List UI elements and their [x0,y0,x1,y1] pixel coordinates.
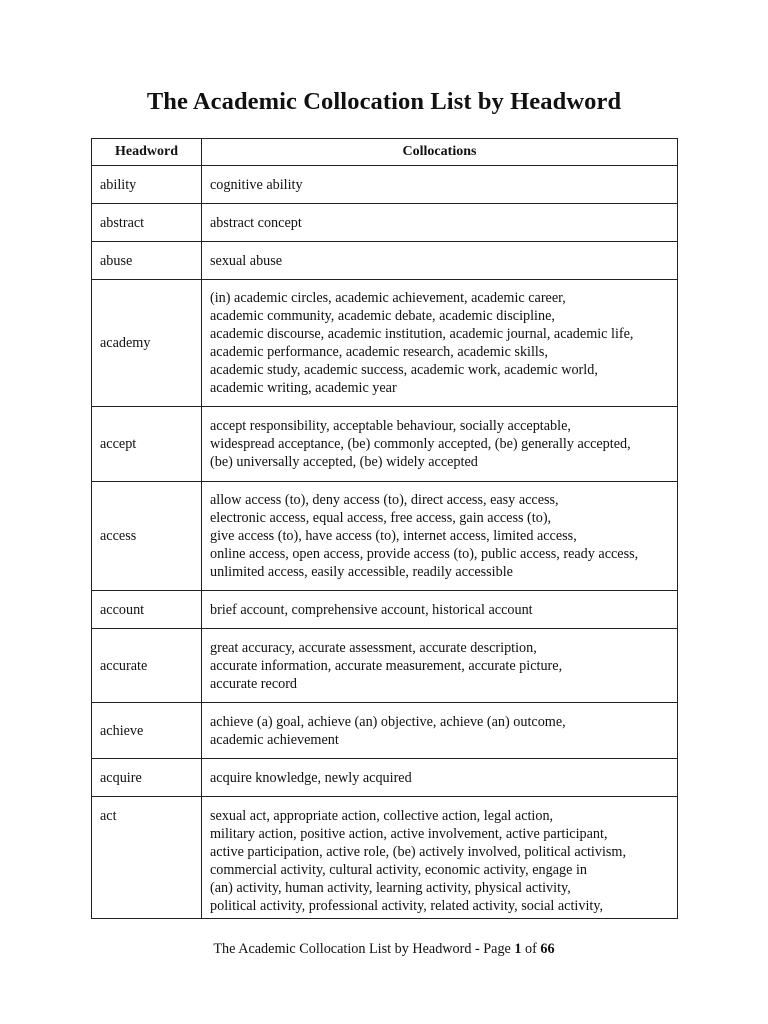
collocations-cell: allow access (to), deny access (to), direct access, easy access, electronic access, equal access, free access, gain access (to), give access (to), have access (to), internet access, limited access, online access, open access, provide access (to), public access, ready access, unlimited access, easily accessible, readily accessible [202,482,678,591]
footer-total-pages: 66 [540,941,555,957]
headword-cell: accurate [92,629,202,703]
collocations-cell: achieve (a) goal, achieve (an) objective, achieve (an) outcome, academic achievement [202,703,678,759]
headword-cell: ability [92,166,202,204]
headword-cell: abuse [92,242,202,280]
footer-of: of [521,941,541,957]
headword-cell: act [92,797,202,919]
column-header-headword: Headword [92,139,202,166]
table-row [92,703,678,759]
footer-text: The Academic Collocation List by Headword - Page [213,941,515,957]
collocations-cell: acquire knowledge, newly acquired [202,759,678,797]
page-title: The Academic Collocation List by Headword [146,88,622,115]
table-row [92,482,678,591]
table-row [92,759,678,797]
table-row [92,797,678,919]
table-row [92,629,678,703]
collocations-cell: abstract concept [202,204,678,242]
collocations-cell: (in) academic circles, academic achievement, academic career, academic community, academic debate, academic discipline, academic discourse, academic institution, academic journal, academic life, academic performance, academic research, academic skills, academic study, academic success, academic work, academic world, academic writing, academic year [202,280,678,407]
collocations-cell: accept responsibility, acceptable behaviour, socially acceptable, widespread acceptance, (be) commonly accepted, (be) generally accepted, (be) universally accepted, (be) widely accepted [202,407,678,482]
headword-cell: academy [92,280,202,407]
collocations-cell: sexual abuse [202,242,678,280]
table-row [92,280,678,407]
table-row [92,204,678,242]
table-row [92,242,678,280]
table-header-row [92,139,678,166]
headword-cell: acquire [92,759,202,797]
collocation-table [91,138,678,919]
table-row [92,591,678,629]
table-row [92,407,678,482]
headword-cell: accept [92,407,202,482]
collocations-cell: sexual act, appropriate action, collective action, legal action, military action, positive action, active involvement, active participant, active participation, active role, (be) actively involved, political activism, commercial activity, cultural activity, economic activity, engage in (an) activity, human activity, learning activity, physical activity, political activity, professional activity, related activity, social activity, [202,797,678,919]
column-header-collocations: Collocations [202,139,678,166]
page-footer [0,941,768,958]
headword-cell: abstract [92,204,202,242]
collocations-cell: cognitive ability [202,166,678,204]
headword-cell: account [92,591,202,629]
headword-cell: access [92,482,202,591]
collocations-cell: great accuracy, accurate assessment, accurate description, accurate information, accurate measurement, accurate picture, accurate record [202,629,678,703]
collocations-cell: brief account, comprehensive account, historical account [202,591,678,629]
headword-cell: achieve [92,703,202,759]
footer-page-number: 1 [514,941,522,957]
table-row [92,166,678,204]
